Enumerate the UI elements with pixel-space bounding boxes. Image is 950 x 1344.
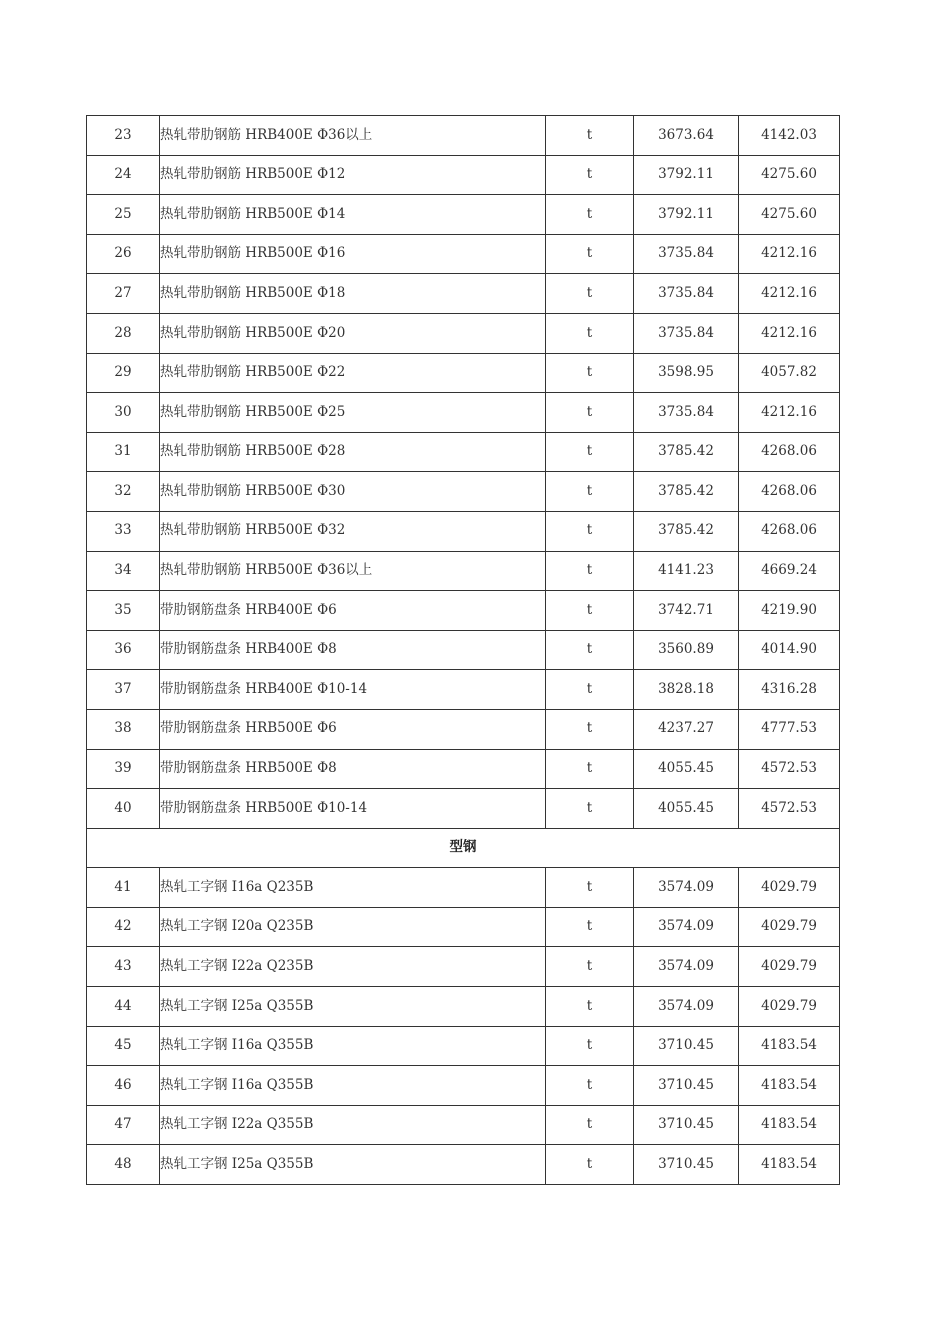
item-unit: t xyxy=(546,868,634,908)
price-incl-tax: 4212.16 xyxy=(739,393,840,433)
price-incl-tax: 4572.53 xyxy=(739,789,840,829)
item-name: 带肋钢筋盘条 HRB500E Φ10-14 xyxy=(160,789,546,829)
item-number: 27 xyxy=(87,274,160,314)
table-row xyxy=(87,313,840,353)
item-number: 35 xyxy=(87,591,160,631)
item-number: 34 xyxy=(87,551,160,591)
price-incl-tax: 4572.53 xyxy=(739,749,840,789)
table-row xyxy=(87,987,840,1027)
item-number: 25 xyxy=(87,195,160,235)
table-row xyxy=(87,195,840,235)
price-incl-tax: 4183.54 xyxy=(739,1066,840,1106)
item-number: 38 xyxy=(87,709,160,749)
table-row xyxy=(87,1066,840,1106)
item-name: 热轧带肋钢筋 HRB500E Φ30 xyxy=(160,472,546,512)
item-name: 热轧工字钢 I22a Q235B xyxy=(160,947,546,987)
price-excl-tax: 3598.95 xyxy=(634,353,739,393)
item-unit: t xyxy=(546,472,634,512)
price-incl-tax: 4316.28 xyxy=(739,670,840,710)
item-number: 46 xyxy=(87,1066,160,1106)
price-excl-tax: 3735.84 xyxy=(634,274,739,314)
item-number: 40 xyxy=(87,789,160,829)
item-name: 热轧带肋钢筋 HRB500E Φ25 xyxy=(160,393,546,433)
price-incl-tax: 4029.79 xyxy=(739,868,840,908)
item-unit: t xyxy=(546,749,634,789)
table-row xyxy=(87,709,840,749)
table-row xyxy=(87,907,840,947)
price-incl-tax: 4275.60 xyxy=(739,155,840,195)
price-excl-tax: 3574.09 xyxy=(634,987,739,1027)
price-incl-tax: 4219.90 xyxy=(739,591,840,631)
price-excl-tax: 4055.45 xyxy=(634,749,739,789)
item-unit: t xyxy=(546,313,634,353)
item-name: 热轧带肋钢筋 HRB500E Φ12 xyxy=(160,155,546,195)
item-name: 热轧带肋钢筋 HRB500E Φ14 xyxy=(160,195,546,235)
item-name: 热轧工字钢 I22a Q355B xyxy=(160,1105,546,1145)
item-unit: t xyxy=(546,195,634,235)
rebar-rows xyxy=(87,116,840,829)
price-excl-tax: 3574.09 xyxy=(634,947,739,987)
item-name: 热轧带肋钢筋 HRB500E Φ20 xyxy=(160,313,546,353)
item-number: 31 xyxy=(87,432,160,472)
item-name: 热轧带肋钢筋 HRB500E Φ22 xyxy=(160,353,546,393)
section-header-group xyxy=(87,828,840,868)
item-number: 44 xyxy=(87,987,160,1027)
price-excl-tax: 3828.18 xyxy=(634,670,739,710)
table-row xyxy=(87,234,840,274)
price-incl-tax: 4183.54 xyxy=(739,1105,840,1145)
price-excl-tax: 3574.09 xyxy=(634,907,739,947)
price-excl-tax: 3792.11 xyxy=(634,195,739,235)
table-row xyxy=(87,551,840,591)
item-name: 带肋钢筋盘条 HRB500E Φ6 xyxy=(160,709,546,749)
table-row xyxy=(87,472,840,512)
table-row xyxy=(87,1145,840,1185)
item-unit: t xyxy=(546,670,634,710)
item-name: 带肋钢筋盘条 HRB400E Φ6 xyxy=(160,591,546,631)
item-number: 42 xyxy=(87,907,160,947)
item-number: 45 xyxy=(87,1026,160,1066)
item-unit: t xyxy=(546,591,634,631)
price-excl-tax: 3792.11 xyxy=(634,155,739,195)
price-excl-tax: 3710.45 xyxy=(634,1105,739,1145)
item-number: 32 xyxy=(87,472,160,512)
item-unit: t xyxy=(546,274,634,314)
item-name: 热轧带肋钢筋 HRB500E Φ16 xyxy=(160,234,546,274)
item-number: 39 xyxy=(87,749,160,789)
item-name: 带肋钢筋盘条 HRB400E Φ8 xyxy=(160,630,546,670)
table-row xyxy=(87,274,840,314)
item-number: 36 xyxy=(87,630,160,670)
item-unit: t xyxy=(546,947,634,987)
table-row xyxy=(87,630,840,670)
price-excl-tax: 3785.42 xyxy=(634,511,739,551)
price-incl-tax: 4212.16 xyxy=(739,313,840,353)
price-excl-tax: 3560.89 xyxy=(634,630,739,670)
price-excl-tax: 3673.64 xyxy=(634,116,739,156)
price-incl-tax: 4029.79 xyxy=(739,947,840,987)
price-excl-tax: 3574.09 xyxy=(634,868,739,908)
price-excl-tax: 3742.71 xyxy=(634,591,739,631)
table-row xyxy=(87,393,840,433)
item-number: 29 xyxy=(87,353,160,393)
item-unit: t xyxy=(546,630,634,670)
section-header-row xyxy=(87,828,840,868)
price-excl-tax: 3710.45 xyxy=(634,1066,739,1106)
price-incl-tax: 4268.06 xyxy=(739,472,840,512)
item-name: 热轧工字钢 I25a Q355B xyxy=(160,1145,546,1185)
item-name: 热轧工字钢 I16a Q235B xyxy=(160,868,546,908)
price-incl-tax: 4777.53 xyxy=(739,709,840,749)
price-excl-tax: 4055.45 xyxy=(634,789,739,829)
price-incl-tax: 4268.06 xyxy=(739,432,840,472)
table-row xyxy=(87,749,840,789)
price-excl-tax: 3785.42 xyxy=(634,432,739,472)
price-incl-tax: 4212.16 xyxy=(739,274,840,314)
item-number: 23 xyxy=(87,116,160,156)
item-name: 带肋钢筋盘条 HRB500E Φ8 xyxy=(160,749,546,789)
item-unit: t xyxy=(546,432,634,472)
table-row xyxy=(87,591,840,631)
item-unit: t xyxy=(546,789,634,829)
item-unit: t xyxy=(546,155,634,195)
item-name: 热轧工字钢 I16a Q355B xyxy=(160,1026,546,1066)
price-excl-tax: 3735.84 xyxy=(634,313,739,353)
item-unit: t xyxy=(546,551,634,591)
item-number: 26 xyxy=(87,234,160,274)
item-number: 30 xyxy=(87,393,160,433)
item-unit: t xyxy=(546,1105,634,1145)
table-row xyxy=(87,670,840,710)
price-table xyxy=(86,115,840,1185)
table-row xyxy=(87,353,840,393)
item-number: 41 xyxy=(87,868,160,908)
item-unit: t xyxy=(546,987,634,1027)
price-excl-tax: 3785.42 xyxy=(634,472,739,512)
table-row xyxy=(87,511,840,551)
item-unit: t xyxy=(546,1066,634,1106)
item-number: 28 xyxy=(87,313,160,353)
table-row xyxy=(87,432,840,472)
table-row xyxy=(87,1026,840,1066)
price-incl-tax: 4275.60 xyxy=(739,195,840,235)
table-row xyxy=(87,1105,840,1145)
price-incl-tax: 4669.24 xyxy=(739,551,840,591)
price-excl-tax: 4237.27 xyxy=(634,709,739,749)
item-name: 热轧带肋钢筋 HRB500E Φ32 xyxy=(160,511,546,551)
item-unit: t xyxy=(546,116,634,156)
item-name: 带肋钢筋盘条 HRB400E Φ10-14 xyxy=(160,670,546,710)
price-excl-tax: 3710.45 xyxy=(634,1026,739,1066)
table-row xyxy=(87,947,840,987)
item-number: 43 xyxy=(87,947,160,987)
price-excl-tax: 4141.23 xyxy=(634,551,739,591)
table-row xyxy=(87,116,840,156)
item-name: 热轧带肋钢筋 HRB500E Φ28 xyxy=(160,432,546,472)
item-unit: t xyxy=(546,907,634,947)
item-number: 37 xyxy=(87,670,160,710)
table-row xyxy=(87,868,840,908)
section-header-steel-sections: 型钢 xyxy=(87,828,840,868)
item-name: 热轧工字钢 I25a Q355B xyxy=(160,987,546,1027)
price-excl-tax: 3710.45 xyxy=(634,1145,739,1185)
item-name: 热轧工字钢 I20a Q235B xyxy=(160,907,546,947)
item-name: 热轧带肋钢筋 HRB400E Φ36以上 xyxy=(160,116,546,156)
price-incl-tax: 4142.03 xyxy=(739,116,840,156)
price-excl-tax: 3735.84 xyxy=(634,234,739,274)
item-number: 48 xyxy=(87,1145,160,1185)
table-row xyxy=(87,155,840,195)
steel-section-rows xyxy=(87,868,840,1185)
item-unit: t xyxy=(546,709,634,749)
price-incl-tax: 4014.90 xyxy=(739,630,840,670)
item-unit: t xyxy=(546,511,634,551)
price-incl-tax: 4029.79 xyxy=(739,987,840,1027)
item-number: 33 xyxy=(87,511,160,551)
item-unit: t xyxy=(546,1145,634,1185)
price-incl-tax: 4212.16 xyxy=(739,234,840,274)
item-unit: t xyxy=(546,393,634,433)
table-row xyxy=(87,789,840,829)
price-incl-tax: 4057.82 xyxy=(739,353,840,393)
item-name: 热轧带肋钢筋 HRB500E Φ36以上 xyxy=(160,551,546,591)
price-incl-tax: 4029.79 xyxy=(739,907,840,947)
price-incl-tax: 4268.06 xyxy=(739,511,840,551)
price-incl-tax: 4183.54 xyxy=(739,1026,840,1066)
item-unit: t xyxy=(546,353,634,393)
item-unit: t xyxy=(546,234,634,274)
item-name: 热轧带肋钢筋 HRB500E Φ18 xyxy=(160,274,546,314)
item-number: 47 xyxy=(87,1105,160,1145)
item-unit: t xyxy=(546,1026,634,1066)
price-incl-tax: 4183.54 xyxy=(739,1145,840,1185)
price-excl-tax: 3735.84 xyxy=(634,393,739,433)
item-name: 热轧工字钢 I16a Q355B xyxy=(160,1066,546,1106)
item-number: 24 xyxy=(87,155,160,195)
